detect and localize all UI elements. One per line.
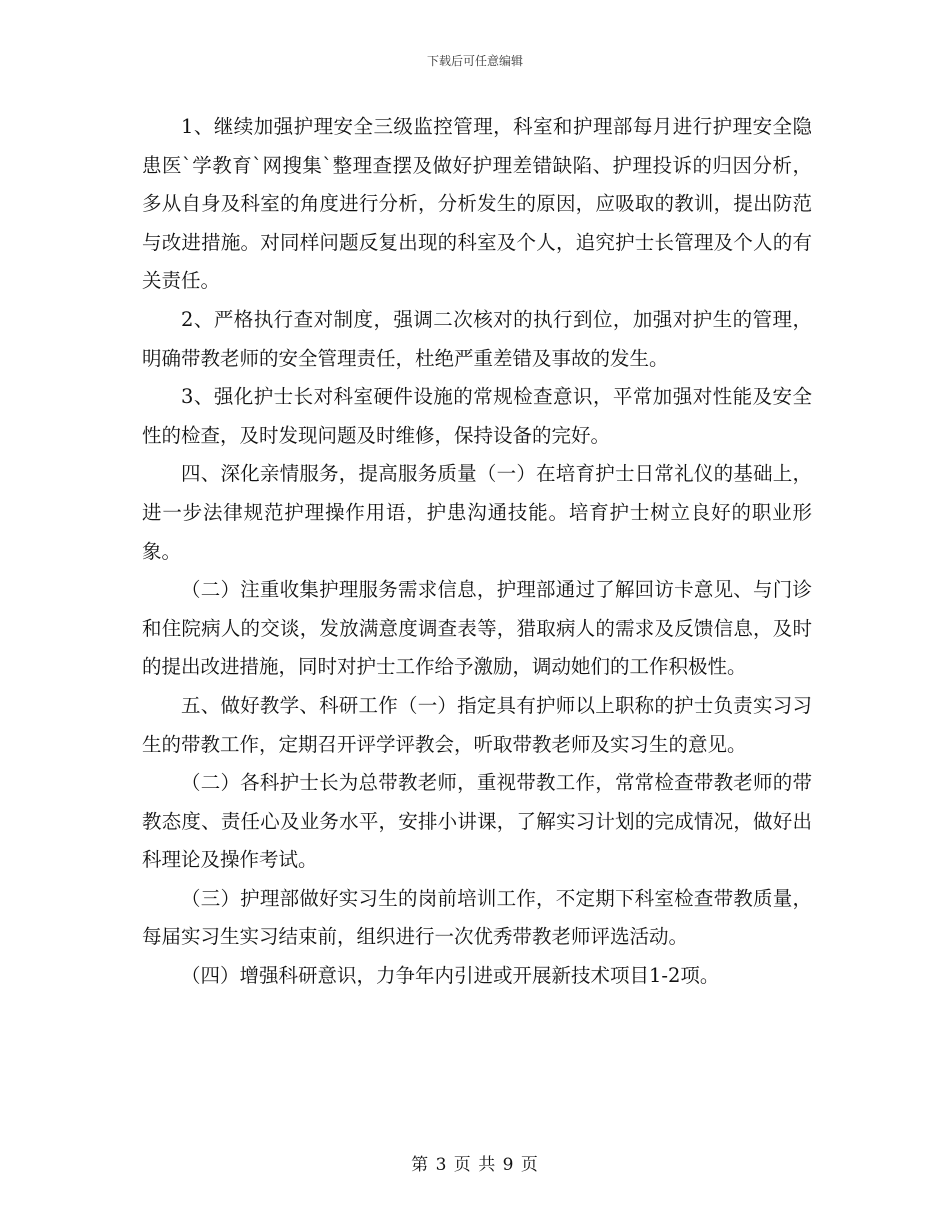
paragraph-9: （四）增强科研意识，力争年内引进或开展新技术项目1-2项。 — [181, 964, 720, 988]
paragraph-1: 1、继续加强护理安全三级监控管理，科室和护理部每月进行护理安全隐患医`学教育`网搜集`整理查摆及做好护理差错缺陷、护理投诉的归因分析，多从自身及科室的角度进行分析，分析发生的原因，应吸取的教训，提出防范与改进措施。对同样问题反复出现的科室及个人，追究护士长管理及个人的有关责任。 — [142, 115, 812, 293]
paragraph-5: （二）注重收集护理服务需求信息，护理部通过了解回访卡意见、与门诊和住院病人的交谈，发放满意度调查表等，猎取病人的需求及反馈信息，及时的提出改进措施，同时对护士工作给予激励，调动她们的工作积极性。 — [142, 578, 812, 679]
paragraph-6: 五、做好教学、科研工作（一）指定具有护师以上职称的护士负责实习习生的带教工作，定期召开评学评教会，听取带教老师及实习生的意见。 — [142, 693, 812, 756]
paragraph-4: 四、深化亲情服务，提高服务质量（一）在培育护士日常礼仪的基础上，进一步法律规范护理操作用语，护患沟通技能。培育护士树立良好的职业形象。 — [142, 462, 812, 563]
paragraph-3: 3、强化护士长对科室硬件设施的常规检查意识，平常加强对性能及安全性的检查，及时发现问题及时维修，保持设备的完好。 — [142, 385, 812, 447]
paragraph-7: （二）各科护士长为总带教老师，重视带教工作，常常检查带教老师的带教态度、责任心及业务水平，安排小讲课，了解实习计划的完成情况，做好出科理论及操作考试。 — [142, 771, 812, 872]
page-footer: 第 3 页 共 9 页 — [411, 1155, 539, 1175]
document-body — [142, 108, 812, 996]
paragraph-8: （三）护理部做好实习生的岗前培训工作，不定期下科室检查带教质量，每届实习生实习结束前，组织进行一次优秀带教老师评选活动。 — [142, 886, 812, 949]
paragraph-2: 2、严格执行查对制度，强调二次核对的执行到位，加强对护生的管理，明确带教老师的安全管理责任，杜绝严重差错及事故的发生。 — [142, 307, 812, 370]
page-header: 下载后可任意编辑 — [426, 54, 523, 68]
